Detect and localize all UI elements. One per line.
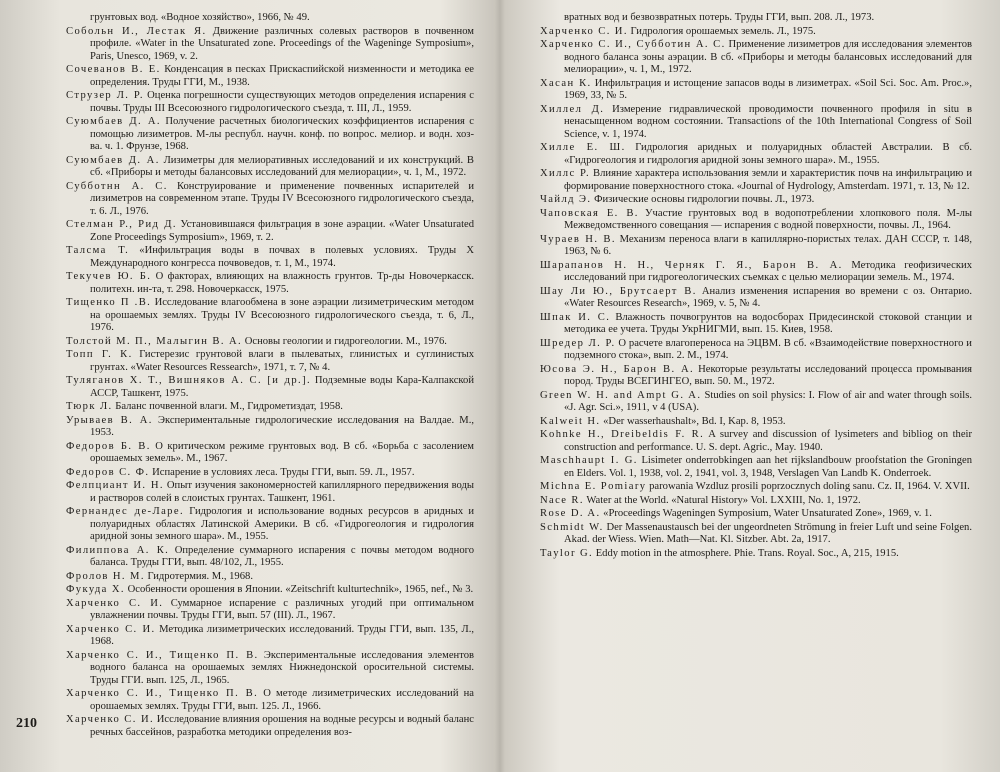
entry-author: Шредер Л. Р. bbox=[540, 337, 616, 349]
bibliography-entry bbox=[66, 571, 474, 584]
bibliography-entry bbox=[66, 271, 474, 296]
entry-author: Сочеванов В. Е. bbox=[66, 64, 161, 75]
entry-text: Подземные воды Кара-Калпакской АССР, Ташкент, 1975. bbox=[90, 375, 474, 399]
entry-text: Исследование влияния орошения на водные ресурсы и водный баланс речных бассейнов, разработка методики определения воз- bbox=[90, 714, 474, 738]
entry-text: Движение различных солевых растворов в почвенном профиле. «Water in the Unsaturated zone. Proceedings of the Wageninge Symposium», Paris, Unesco, 1969, v. 2. bbox=[90, 25, 475, 62]
entry-author: Чаповская Е. В. bbox=[540, 207, 639, 219]
bibliography-entry bbox=[66, 650, 474, 688]
entry-text: Методика лизиметрических исследований. Труды ГГИ, вып. 135, Л., 1968. bbox=[90, 623, 474, 647]
bibliography-entry bbox=[540, 142, 972, 167]
entry-author: Фелпциант И. Н. bbox=[66, 480, 164, 491]
entry-author: Урываев В. А. bbox=[66, 414, 153, 426]
bibliography-entry bbox=[540, 234, 972, 259]
entry-text: Eddy motion in the atmosphere. Phie. Trans. Royal. Soc., A, 215, 1915. bbox=[593, 547, 899, 559]
bibliography-entry bbox=[66, 584, 474, 597]
bibliography-entry bbox=[66, 480, 474, 505]
entry-text: Основы геологии и гидрогеологии. М., 1976. bbox=[242, 335, 447, 347]
entry-author: Шпак И. С. bbox=[540, 311, 611, 323]
bibliography-entry bbox=[540, 548, 972, 561]
entry-author: Туляганов Х. Т., Вишняков А. С. [и др.]. bbox=[66, 375, 312, 386]
bibliography-entry bbox=[540, 390, 972, 415]
entry-author: Субботнн А. С. bbox=[66, 180, 168, 192]
entry-text: Измерение гидравлической проводимости почвенного профиля in situ в ненасыщенном водном состоянии. Transactions of the 10th International Congress of Soil Science, v. 1, 1974. bbox=[564, 103, 972, 140]
entry-author: Kohnke H., Dreibeldis F. R. bbox=[540, 429, 705, 440]
bibliography-entry bbox=[66, 64, 474, 89]
entry-text: Конденсация в песках Прискаспийской низменности и методика ее определения. Труды ГГИ, М., 1938. bbox=[90, 64, 474, 88]
entry-author: Филиппова А. К. bbox=[66, 544, 170, 556]
entry-author: Струзер Л. Р. bbox=[66, 90, 144, 101]
entry-author: Собольн И., Лестак Я. bbox=[66, 25, 207, 37]
entry-text: Опыт изучения закономерностей капиллярного передвижения воды и растворов солей в слоистых грунтах. Ташкент, 1961. bbox=[90, 480, 474, 504]
bibliography-entry bbox=[66, 624, 474, 649]
bibliography-entry bbox=[540, 26, 972, 39]
bibliography-entry bbox=[540, 508, 972, 521]
bibliography-entry bbox=[540, 194, 972, 207]
entry-text: О критическом режиме грунтовых вод. В сб. «Борьба с засолением орошаемых земель». М., 1967. bbox=[90, 440, 474, 464]
entry-author: Федоров Б. В. bbox=[66, 440, 151, 452]
entry-text: Гидротермия. М., 1968. bbox=[144, 570, 253, 582]
entry-text: Studies on soil physics: I. Flow of air and water through soils. «J. Agr. Sci.», 1911, v 4 (USA). bbox=[564, 389, 972, 413]
bibliography-entry bbox=[66, 116, 474, 154]
entry-author: Nace R. bbox=[540, 494, 584, 506]
entry-author: Хиллс Р. bbox=[540, 168, 591, 179]
bibliography-entry bbox=[66, 688, 474, 713]
bibliography-entry bbox=[540, 364, 972, 389]
entry-author: Харченко С. И. bbox=[540, 25, 628, 37]
entry-text: «Der wasserhaushalt», Bd. I, Kap. 8, 1953. bbox=[600, 415, 786, 427]
entry-author: Стелман Р., Рид Д. bbox=[66, 219, 177, 230]
entry-text: Особенности орошения в Японии. «Zeitschrift kulturtechnik», 1965, nef., № 3. bbox=[124, 584, 474, 595]
entry-author: Харченко С. И., Тищенко П. В. bbox=[66, 649, 259, 661]
entry-text: Экспериментальные гидрологические исследования на Валдае. М., 1953. bbox=[90, 414, 475, 438]
entry-author: Харченко С. И., Тищенко П. В. bbox=[66, 688, 259, 699]
entry-text: Испарение в условиях леса. Труды ГГИ, вып. 59. Л., 1957. bbox=[149, 466, 415, 478]
bibliography-entry bbox=[540, 286, 972, 311]
entry-author: Фернандес де-Ларе. bbox=[66, 506, 185, 517]
bibliography-entry bbox=[66, 26, 474, 64]
bibliography-entry bbox=[66, 441, 474, 466]
bibliography-entry bbox=[66, 506, 474, 544]
bibliography-entry bbox=[540, 12, 972, 25]
entry-author: Харченко С. И. bbox=[66, 623, 156, 635]
entry-text: Физические основы гидрологии почвы. Л., 1973. bbox=[591, 194, 815, 205]
entry-text: Влияние характера использования земли и характеристик почв на инфильтрацию и формирование поверхностного стока. «Journal of Hydrology, Amsterdam. 1971, т. 13, № 12. bbox=[564, 168, 972, 192]
entry-author: Текучев Ю. Б. bbox=[66, 271, 152, 282]
entry-text: Суммарное испарение с различных угодий при оптимальном увлажнении почвы. Труды ГГИ, вып. 57 (III). Л., 1967. bbox=[90, 597, 474, 621]
bibliography-entry bbox=[66, 375, 474, 400]
bibliography-entry bbox=[540, 39, 972, 77]
bibliography-entry bbox=[540, 312, 972, 337]
entry-text: Экспериментальные исследования элементов водного баланса на орошаемых землях Нижнедонской оросительной системы. Труды ГГИ. вып. 125, Л., 1965. bbox=[90, 649, 474, 686]
entry-text: Баланс почвенной влаги. М., Гидрометиздат, 1958. bbox=[112, 401, 343, 412]
entry-author: Taylor G. bbox=[540, 547, 594, 559]
entry-author: Федоров С. Ф. bbox=[66, 466, 150, 478]
entry-text: Участие грунтовых вод в водопотреблении хлопкового поля. М-лы Межведомственного совещания — испарения с водной поверхности, почвы. Л., 1964. bbox=[564, 207, 973, 231]
entry-text: грунтовых вод. «Водное хозяйство», 1966, № 49. bbox=[90, 12, 310, 23]
entry-text: A survey and discussion of lysimeters and bibliog on their construction and performance. U. S. dept. Agric., May. 1940. bbox=[564, 429, 972, 453]
entry-text: Lisimeter onderrobkingen aan het rijkslandbouw proofstation the Groningen en Elders. Vol. 1, 1938, vol. 2, 1941, vol. 3, 1948, Verslagen Van Landb K. Onderroek. bbox=[564, 455, 973, 479]
entry-author: Тюрк Л. bbox=[66, 401, 113, 412]
bibliography-entry bbox=[540, 481, 972, 494]
entry-text: Влажность почвогрунтов на водосборах Придесинской стоковой станции и методика ее учета. Труды УкрНИГМИ, вып. 15. Киев, 1958. bbox=[564, 311, 973, 335]
page-number: 210 bbox=[16, 716, 37, 731]
entry-author: Хиллел Д. bbox=[540, 103, 605, 115]
bibliography-entry bbox=[540, 495, 972, 508]
entry-author: Харченко С. И., Субботин А. С. bbox=[540, 39, 726, 50]
bibliography-entry bbox=[66, 415, 474, 440]
bibliography-entry bbox=[540, 208, 972, 233]
bibliography-entry bbox=[66, 336, 474, 349]
entry-text: Der Massenaustausch bei der ungeordneten Strömung in freier Luft und seine Folgen. Akad. der Wiess. Wien. Math—Nat. Kl. Sitzber. Abt. 2a, 1917. bbox=[564, 521, 972, 545]
entry-text: Инфильтрация и истощение запасов воды в лизиметрах. «Soil Sci. Soc. Am. Proc.», 1969, 33, № 5. bbox=[564, 77, 972, 101]
entry-text: Установившаяся фильтрация в зоне аэрации. «Water Unsaturated Zone Proceedings Symposium», 1969, т. 2. bbox=[90, 219, 475, 243]
entry-author: Фукуда Х. bbox=[66, 584, 125, 595]
bibliography-entry bbox=[66, 297, 474, 335]
entry-author: Талсма Т. bbox=[66, 245, 130, 256]
entry-text: Гидрология и использование водных ресурсов в аридных и полуаридных областях Латинской Америки. В сб. «Гидрогеология и гидрология аридной зоны земного шара». М., 1955. bbox=[90, 506, 474, 542]
entry-author: Michna E. Pomiary bbox=[540, 481, 647, 492]
bibliography-entry bbox=[540, 429, 972, 454]
entry-author: Rose D. A. bbox=[540, 508, 601, 519]
entry-text: Применение лизиметров для исследования элементов водного баланса зоны аэрации. В сб. «Приборы и методы балансовых исследований для мелиорации», ч. 1, М., 1972. bbox=[564, 39, 972, 75]
entry-author: Фролов Н. М. bbox=[66, 570, 145, 582]
entry-text: вратных вод и безвозвратных потерь. Труды ГГИ, вып. 208. Л., 1973. bbox=[564, 12, 875, 23]
entry-author: Толстой М. П., Малыгин В. А. bbox=[66, 335, 243, 347]
entry-author: Maschhaupt I. G. bbox=[540, 455, 638, 466]
bibliography-entry bbox=[66, 545, 474, 570]
bibliography-entry bbox=[66, 181, 474, 219]
entry-text: Методика геофизических исследований при гидрогеологических съемках с целью мелиорации земель. М., 1974. bbox=[564, 259, 972, 283]
bibliography-entry bbox=[66, 90, 474, 115]
entry-text: Гидрология аридных и полуаридных областей Австралии. В сб. «Гидрогеология и гидрология аридной зоны земного шара». М., 1955. bbox=[564, 142, 972, 166]
entry-author: Топп Г. К. bbox=[66, 349, 133, 360]
bibliography-entry bbox=[66, 349, 474, 374]
entry-text: Исследование влагообмена в зоне аэрации лизиметрическим методом на орошаемых землях. Труды IV Всесоюзного гидрологического съезда, т. 6, Л., 1976. bbox=[90, 297, 474, 333]
bibliography-list-left bbox=[66, 12, 474, 739]
bibliography-entry bbox=[66, 245, 474, 270]
entry-text: О расчете влагопереноса на ЭЦВМ. В сб. «Взаимодействие поверхностного и подземного стока», вып. 2. М., 1974. bbox=[564, 337, 972, 361]
entry-text: Некоторые результаты исследований процесса промывания пород. Труды ВСЕГИНГЕО, вып. 50. М., 1972. bbox=[564, 363, 972, 387]
bibliography-list-right bbox=[540, 12, 972, 560]
entry-author: Суюмбаев Д. А. bbox=[66, 116, 161, 127]
entry-text: Механизм переноса влаги в капиллярно-пористых телах. ДАН СССР, т. 148, 1963, № 6. bbox=[564, 233, 972, 257]
entry-author: Хилле Е. Ш. bbox=[540, 142, 626, 153]
entry-text: Лизиметры для мелиоративных исследований и их конструкций. В сб. «Приборы и методы балансовых исследований для мелиорации», ч. 1, М., 1972. bbox=[90, 154, 474, 178]
entry-author: Шарапанов Н. Н., Черняк Г. Я., Барон В. А. bbox=[540, 259, 843, 271]
entry-text: Оценка погрешности существующих методов определения испарения с почвы. Труды III Всесоюзного гидрологического съезда, т. III, Л., 1959. bbox=[90, 90, 474, 114]
bibliography-entry bbox=[540, 168, 972, 193]
entry-author: Юсова Э. Н., Барон В. А. bbox=[540, 363, 695, 375]
entry-text: Анализ изменения испарения во времени с оз. Онтарио. «Water Resources Research», 1969, v. 5, № 4. bbox=[564, 285, 972, 309]
bibliography-entry bbox=[540, 78, 972, 103]
bibliography-entry bbox=[540, 338, 972, 363]
entry-text: О факторах, влияющих на влажность грунтов. Тр-ды Новочеркасск. политехн. ин-та, т. 298. Новочеркасск, 1975. bbox=[90, 271, 474, 295]
entry-author: Чураев Н. В. bbox=[540, 233, 616, 245]
entry-text: Water at the World. «Natural History» Vol. LXXIII, No. 1, 1972. bbox=[583, 494, 861, 506]
right-page bbox=[500, 0, 1000, 772]
entry-text: Получение расчетных биологических коэффициентов испарения с помощью лизиметров. М-лы республ. научн. конф. по вопрос. мелиор. и водн. хоз-ва. ч. 1. Фрунзе, 1968. bbox=[90, 116, 474, 152]
entry-text: «Инфильтрация воды в почвах в полевых условиях. Труды X Международного конгресса почвоведов, т. 1, М., 1974. bbox=[90, 245, 474, 269]
entry-author: Харченко С. И. bbox=[66, 597, 164, 609]
entry-author: Тищенко П .В. bbox=[66, 297, 152, 308]
bibliography-entry bbox=[66, 714, 474, 739]
bibliography-entry bbox=[66, 401, 474, 414]
entry-text: Определение суммарного испарения с почвы методом водного баланса. Труды ГГИ, вып. 48/102, Л., 1955. bbox=[90, 544, 475, 568]
bibliography-entry bbox=[66, 467, 474, 480]
entry-author: Чайлд Э. bbox=[540, 194, 592, 205]
bibliography-entry bbox=[66, 598, 474, 623]
entry-text: parowania Wzdluz prosili poprzocznych doling sanu. Cz. II, 1964. V. XVII. bbox=[646, 481, 970, 492]
bibliography-entry bbox=[540, 260, 972, 285]
entry-text: Конструирование и применение почвенных испарителей и лизиметров на современном этапе. Труды IV Всесоюзного гидрологического съезда, т. 6. Л., 1976. bbox=[90, 180, 474, 217]
entry-text: Гистерезис грунтовой влаги в пылеватых, глинистых и суглинистых грунтах. «Water Resources Ressearch», 1971, т. 7, № 4. bbox=[90, 349, 475, 373]
bibliography-entry bbox=[540, 455, 972, 480]
bibliography-entry bbox=[540, 416, 972, 429]
entry-text: О методе лизиметрических исследований на орошаемых землях. Труды ГГИ, вып. 125. Л., 1966. bbox=[90, 688, 474, 712]
entry-author: Хасан К. bbox=[540, 77, 592, 89]
entry-author: Green W. H. and Ampt G. A. bbox=[540, 389, 702, 401]
entry-author: Kalweit H. bbox=[540, 415, 601, 427]
entry-author: Шау Ли Ю., Брутсаерт В. bbox=[540, 285, 697, 297]
bibliography-entry bbox=[66, 12, 474, 25]
bibliography-entry bbox=[66, 155, 474, 180]
bibliography-entry bbox=[66, 219, 474, 244]
bibliography-entry bbox=[540, 104, 972, 142]
entry-author: Schmidt W. bbox=[540, 521, 604, 533]
entry-text: «Proceedings Wageningen Symposium, Water Unsaturated Zone», 1969, v. 1. bbox=[600, 508, 932, 519]
entry-text: Гидрология орошаемых земель. Л., 1975. bbox=[627, 25, 816, 37]
entry-author: Харченко С. И. bbox=[66, 714, 155, 725]
bibliography-entry bbox=[540, 522, 972, 547]
entry-author: Суюмбаев Д. А. bbox=[66, 154, 160, 166]
